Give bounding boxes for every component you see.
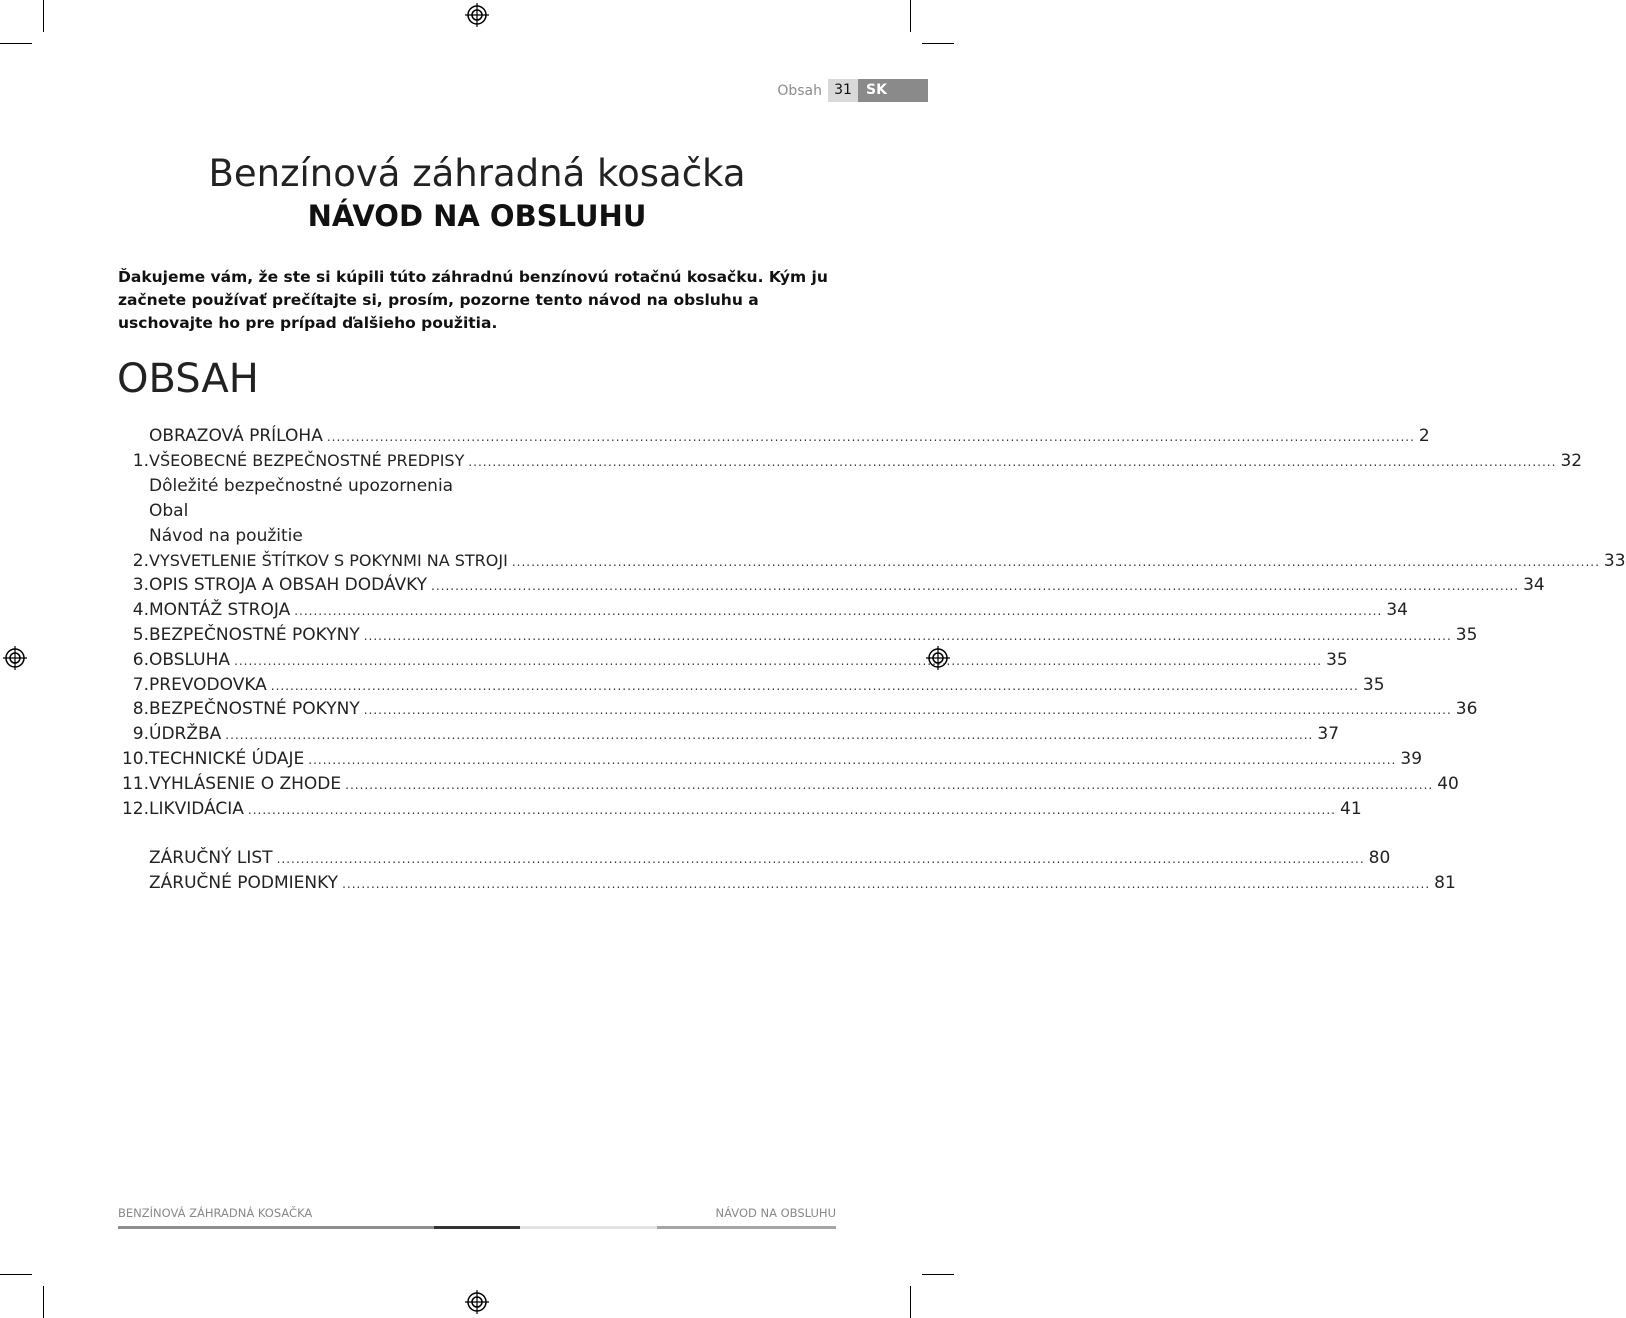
- toc-entry-title: ZÁRUČNÝ LIST: [149, 848, 273, 868]
- toc-leader: ..................................................................................................................................................................................................................................: [468, 455, 1557, 469]
- crop-mark-bottom-left-h: [0, 1274, 32, 1275]
- toc-entry-page: 2: [1418, 426, 1430, 446]
- toc-entry-page: 35: [1326, 650, 1348, 670]
- toc-entry-title: Obal: [149, 501, 189, 521]
- toc-leader: ..................................................................................................................................................................................................................................: [431, 579, 1520, 593]
- footer-rule-segment: [657, 1226, 836, 1229]
- toc-entry-page: 80: [1368, 848, 1391, 868]
- footer-rule-segment: [520, 1226, 657, 1229]
- toc-entry-number: 11.: [121, 774, 149, 794]
- toc-entry-title: OBRAZOVÁ PRÍLOHA: [149, 426, 323, 446]
- crop-mark-top-right-v: [910, 0, 911, 32]
- toc-leader: ..................................................................................................................................................................................................................................: [342, 877, 1431, 891]
- toc-entry-title: BEZPEČNOSTNÉ POKYNY: [149, 625, 360, 645]
- toc-entry-number: 2.: [132, 551, 149, 571]
- toc-entry-page: 32: [1560, 451, 1583, 471]
- footer-left-text: BENZÍNOVÁ ZÁHRADNÁ KOSAČKA: [118, 1206, 313, 1220]
- footer-rule-segment: [434, 1226, 520, 1229]
- toc-entry[interactable]: [110, 598, 1408, 622]
- intro-paragraph: Ďakujeme vám, že ste si kúpili túto záhradnú benzínovú rotačnú kosačku. Kým ju začnete používať prečítajte si, prosím, pozorne tento návod na obsluhu a uschovajte ho pre prípad ďalšieho použitia.: [118, 268, 828, 332]
- toc-entry-title: PREVODOVKA: [149, 675, 267, 695]
- toc-entry-page: 36: [1455, 699, 1478, 719]
- toc-entry-title: Návod na použitie: [149, 526, 303, 546]
- document-title: Benzínová záhradná kosačka: [208, 152, 746, 195]
- toc-entry[interactable]: [110, 673, 1385, 697]
- toc-entry-title: ZÁRUČNÉ PODMIENKY: [149, 873, 339, 893]
- registration-mark-icon: [465, 1290, 489, 1314]
- toc-leader: ..................................................................................................................................................................................................................................: [363, 629, 1452, 643]
- toc-entry-number: 1.: [132, 451, 149, 471]
- document-subtitle: NÁVOD NA OBSLUHU: [307, 199, 647, 233]
- toc-entry-number: 5.: [132, 625, 149, 645]
- header-section-label: Obsah: [777, 83, 822, 99]
- toc-entry[interactable]: [110, 797, 1362, 821]
- registration-mark-icon: [465, 3, 489, 27]
- toc-subentry[interactable]: [110, 499, 840, 523]
- footer-right-text: NÁVOD NA OBSLUHU: [715, 1206, 836, 1220]
- toc-leader: ..................................................................................................................................................................................................................................: [294, 604, 1383, 618]
- toc-leader: ..................................................................................................................................................................................................................................: [345, 778, 1434, 792]
- toc-leader: ..................................................................................................................................................................................................................................: [511, 555, 1600, 569]
- toc-entry-number: 7.: [132, 675, 149, 695]
- toc-entry[interactable]: [110, 772, 1459, 796]
- toc-entry[interactable]: [110, 449, 1583, 473]
- toc-entry-page: 34: [1386, 600, 1408, 620]
- toc-entry-page: 33: [1603, 551, 1626, 571]
- crop-mark-top-left-h: [0, 43, 32, 44]
- header-page-number: 31: [828, 79, 858, 102]
- toc-entry-number: 6.: [132, 650, 149, 670]
- toc-leader: ..................................................................................................................................................................................................................................: [363, 703, 1452, 717]
- toc-entry-title: ÚDRŽBA: [149, 724, 222, 744]
- toc-subentry[interactable]: [110, 524, 840, 548]
- crop-mark-top-right-h: [922, 43, 954, 44]
- toc-entry-number: 8.: [132, 699, 149, 719]
- toc-leader: ..................................................................................................................................................................................................................................: [270, 679, 1359, 693]
- toc-leader: ..................................................................................................................................................................................................................................: [276, 852, 1365, 866]
- toc-entry-page: 35: [1362, 675, 1385, 695]
- toc-entry-title: VŠEOBECNÉ BEZPEČNOSTNÉ PREDPISY: [149, 451, 465, 470]
- footer-rule-segment: [118, 1226, 434, 1229]
- toc-entry[interactable]: [110, 424, 1430, 448]
- toc-entry[interactable]: [110, 549, 1626, 573]
- toc-entry-page: 37: [1317, 724, 1340, 744]
- registration-mark-icon: [3, 646, 27, 670]
- crop-mark-bottom-right-h: [922, 1274, 954, 1275]
- toc-entry-page: 40: [1437, 774, 1459, 794]
- toc-entry-title: Dôležité bezpečnostné upozornenia: [149, 476, 454, 496]
- toc-entry-page: 35: [1455, 625, 1478, 645]
- toc-leader: ..................................................................................................................................................................................................................................: [247, 803, 1336, 817]
- toc-leader: ..................................................................................................................................................................................................................................: [234, 654, 1323, 668]
- toc-entry[interactable]: [110, 871, 1456, 895]
- crop-mark-top-left-v: [43, 0, 44, 32]
- toc-entry-title: TECHNICKÉ ÚDAJE: [149, 749, 305, 769]
- toc-entry-page: 81: [1434, 873, 1456, 893]
- toc-entry[interactable]: [110, 648, 1348, 672]
- toc-entry-title: LIKVIDÁCIA: [149, 799, 244, 819]
- toc-entry-page: 34: [1523, 575, 1545, 595]
- toc-entry-title: VYHLÁSENIE O ZHODE: [149, 774, 342, 794]
- toc-leader: ..................................................................................................................................................................................................................................: [308, 753, 1397, 767]
- toc-entry[interactable]: [110, 573, 1545, 597]
- toc-heading: OBSAH: [117, 356, 259, 402]
- toc-entry-title: BEZPEČNOSTNÉ POKYNY: [149, 699, 360, 719]
- toc-entry-title: VYSVETLENIE ŠTÍTKOV S POKYNMI NA STROJI: [149, 551, 508, 570]
- crop-mark-bottom-right-v: [910, 1286, 911, 1318]
- toc-entry-number: 4.: [132, 600, 149, 620]
- toc-entry[interactable]: [110, 747, 1423, 771]
- toc-entry-number: 12.: [121, 799, 149, 819]
- toc-entry-title: MONTÁŽ STROJA: [149, 600, 291, 620]
- toc-entry[interactable]: [110, 623, 1478, 647]
- toc-leader: ..................................................................................................................................................................................................................................: [225, 728, 1314, 742]
- toc-entry-number: 10.: [121, 749, 149, 769]
- toc-entry[interactable]: [110, 722, 1340, 746]
- toc-entry-number: 9.: [132, 724, 149, 744]
- toc-subentry[interactable]: [110, 474, 840, 498]
- crop-mark-bottom-left-v: [43, 1286, 44, 1318]
- toc-entry-title: OBSLUHA: [149, 650, 231, 670]
- toc-entry-page: 39: [1400, 749, 1423, 769]
- toc-entry[interactable]: [110, 846, 1391, 870]
- header-language-tab: SK: [858, 79, 928, 102]
- toc-entry-number: 3.: [132, 575, 149, 595]
- toc-entry[interactable]: [110, 697, 1478, 721]
- toc-entry-title: OPIS STROJA A OBSAH DODÁVKY: [149, 575, 428, 595]
- toc-entry-page: 41: [1340, 799, 1362, 819]
- toc-leader: ..................................................................................................................................................................................................................................: [326, 430, 1415, 444]
